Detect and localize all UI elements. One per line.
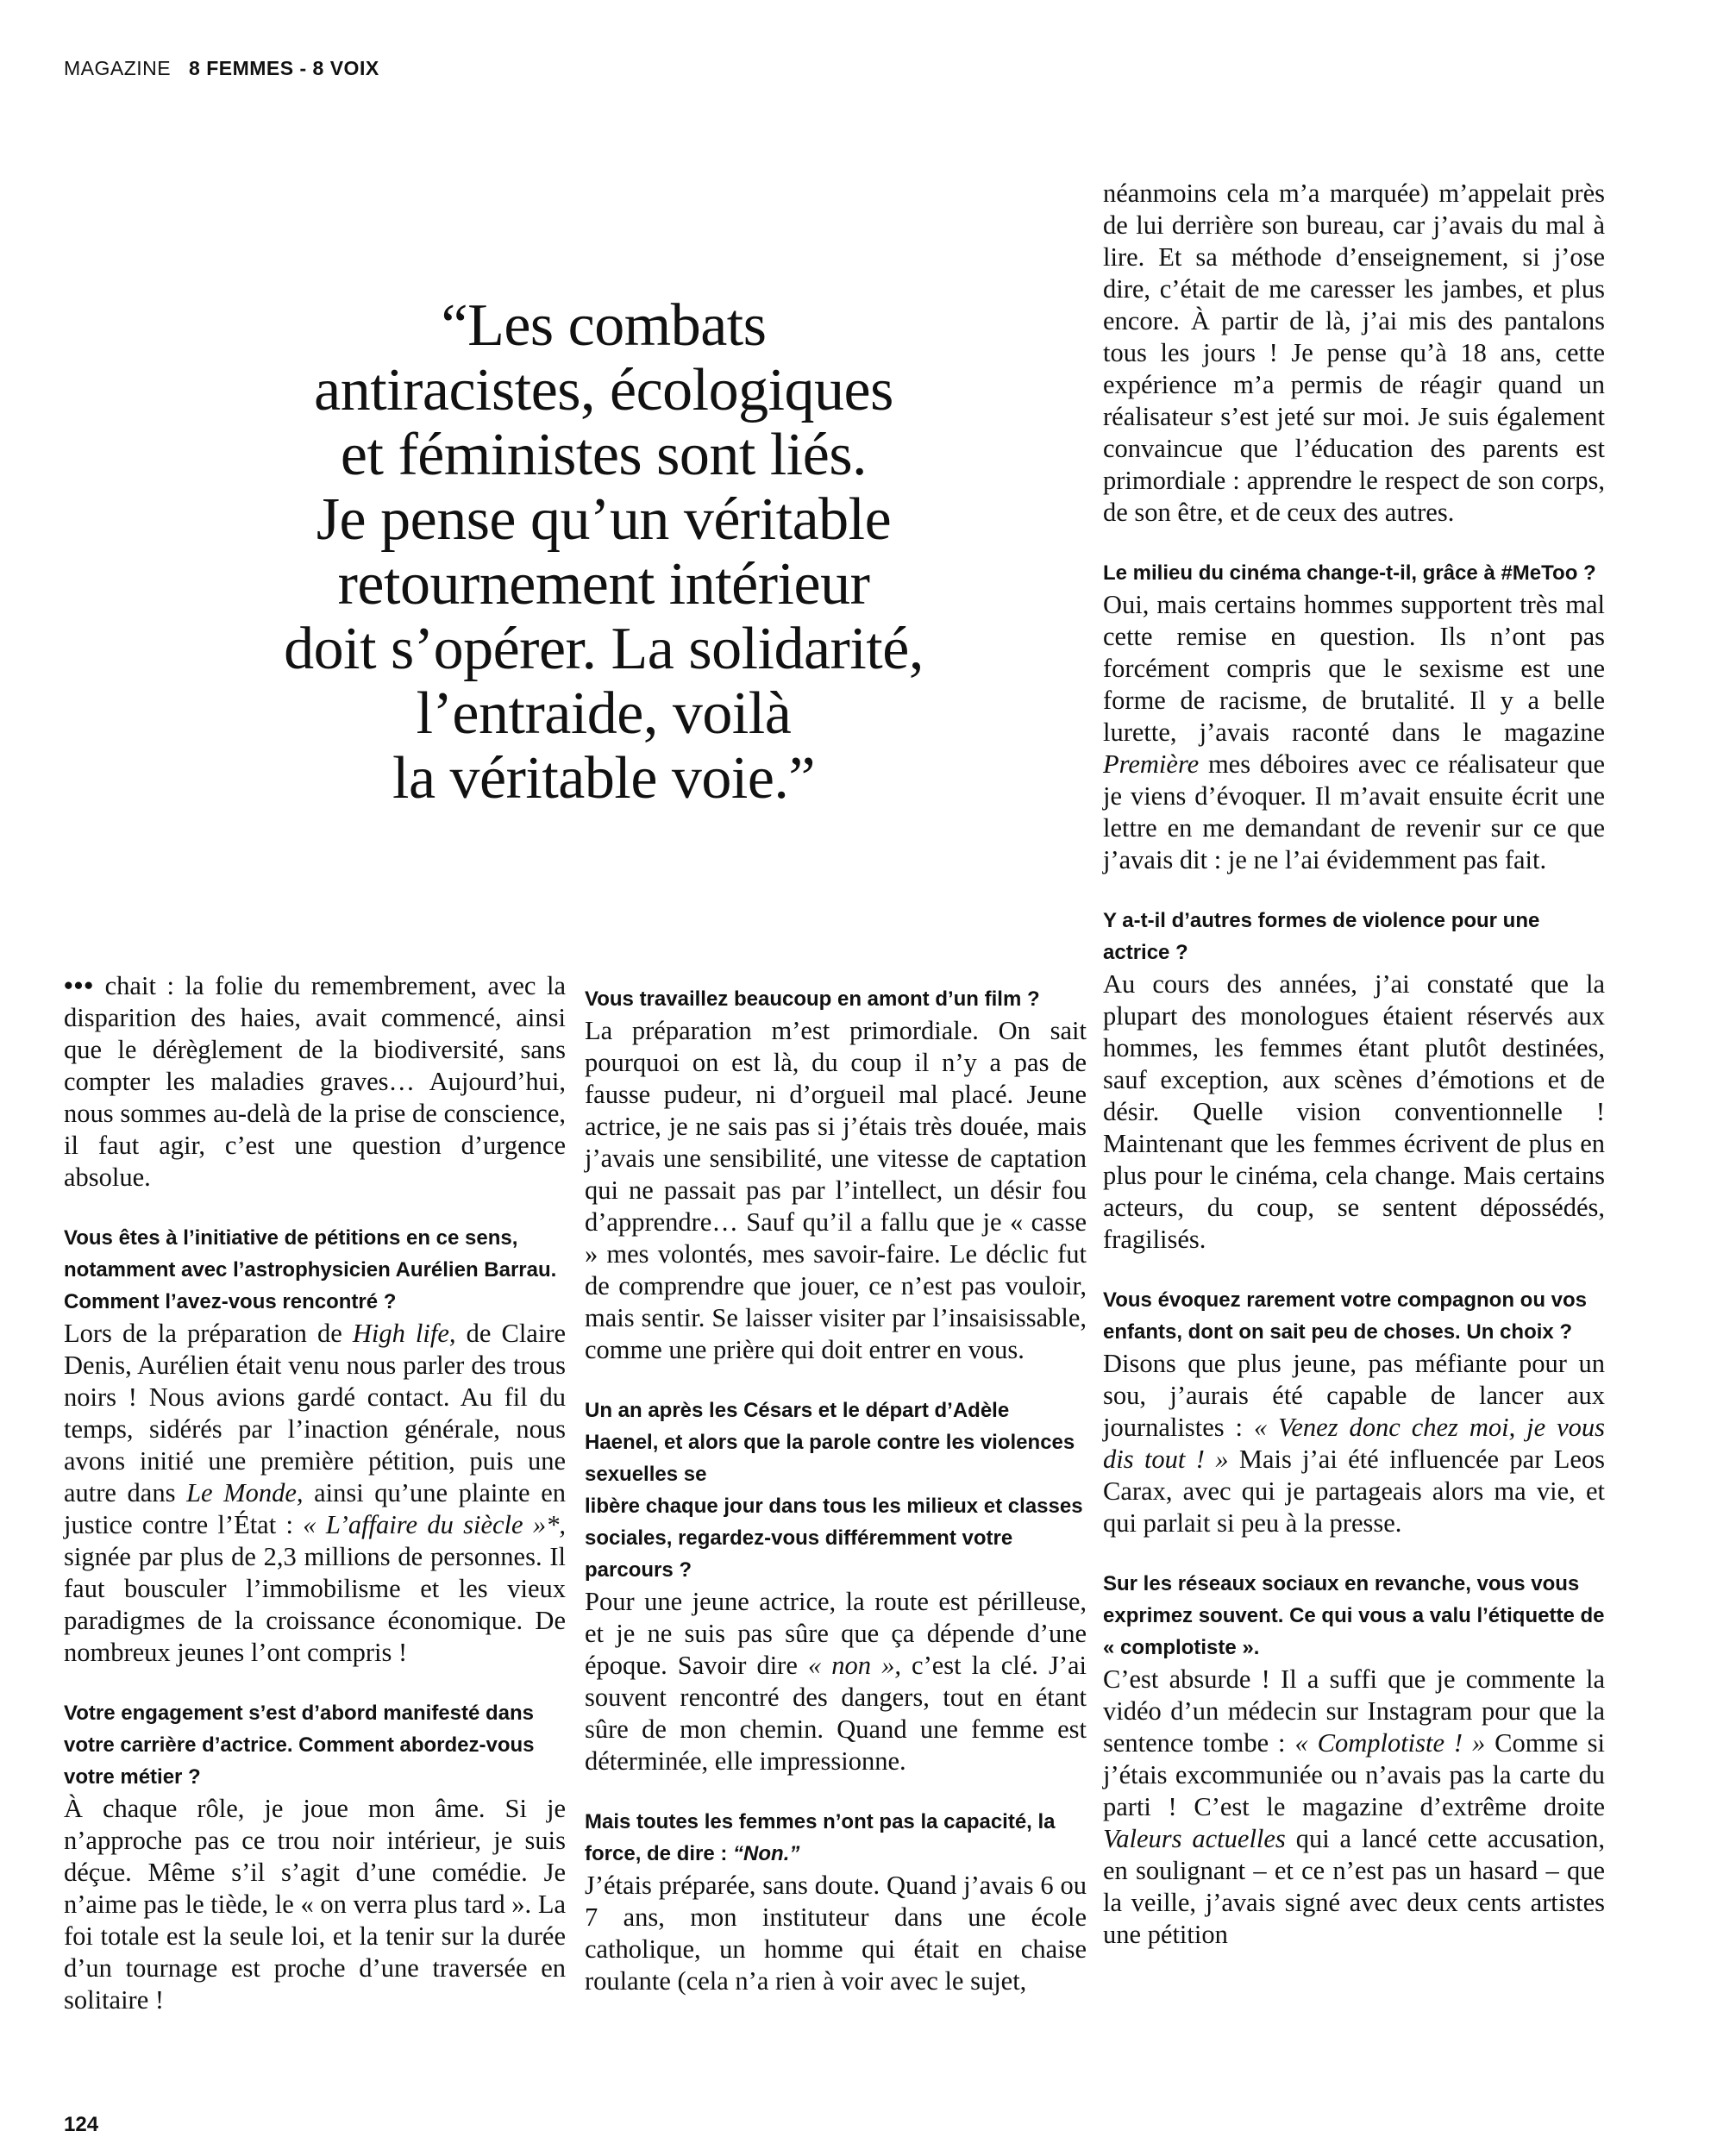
pull-quote-line: “Les combats [441,292,767,359]
answer-paragraph: Oui, mais certains hommes supportent très mal cette remise en question. Ils n’ont pas forcément compris que le sexisme est une forme de racisme, de brutalité. Il y a belle lurette, j’avais raconté dans le magazine Première mes déboires avec ce réalisateur que je viens d’évoquer. Il m’avait ensuite écrit une lettre en me demandant de revenir sur ce que j’avais dit : je ne l’ai évidemment pas fait. [1103,590,1605,874]
pull-quote-line: l’entraide, voilà [416,680,792,747]
series-label: 8 FEMMES - 8 VOIX [189,57,379,79]
pull-quote-line: la véritable voie.” [392,745,815,812]
interview-question: Un an après les Césars et le départ d’Adèle Haenel, et alors que la parole contre les violences sexuelles se libère chaque jour dans tous les milieux et classes sociales, regardez-vous différemment votre parcours ? [585,1399,1083,1582]
pull-quote-line: et féministes sont liés. [340,422,868,488]
answer-paragraph: néanmoins cela m’a marquée) m’appelait près de lui derrière son bureau, car j’avais du mal à lire. Et sa méthode d’enseignement, si j’ose dire, c’était de me caresser les jambes, et plus encore. À partir de là, j’ai mis des pantalons tous les jours ! Je pense qu’à 18 ans, cette expérience m’a permis de réagir quand un réalisateur s’est jeté sur moi. Je suis également convaincue que l’éducation des parents est primordiale : apprendre le respect de son corps, de son être, et de ceux des autres. [1103,179,1605,527]
answer-paragraph: Au cours des années, j’ai constaté que la plupart des monologues étaient réservés aux hommes, les femmes étant plutôt destinées, sauf exception, aux scènes d’émotions et de désir. Quelle vision conventionnelle ! Maintenant que les femmes écrivent de plus en plus pour le cinéma, cela change. Mais certains acteurs, du coup, se sentent dépossédés, fragilisés. [1103,969,1605,1254]
answer-paragraph: C’est absurde ! Il a suffi que je commente la vidéo d’un médecin sur Instagram pour que la sentence tombe : « Complotiste ! » Comme si j’étais excommuniée ou n’avais pas la carte du parti ! C’est le magazine d’extrême droite Valeurs actuelles qui a lancé cette accusation, en soulignant – et ce n’est pas un hasard – que la veille, j’avais signé avec deux cents artistes une pétition [1103,1664,1605,1949]
answer-paragraph: Disons que plus jeune, pas méfiante pour un sou, j’aurais été capable de lancer aux journalistes : « Venez donc chez moi, je vous dis tout ! » Mais j’ai été influencée par Leos Carax, avec qui je partageais alors ma vie, et qui parlait si peu à la presse. [1103,1349,1605,1538]
pull-quote-line: Je pense qu’un véritable [316,486,892,553]
interview-question: Vous êtes à l’initiative de pétitions en ce sens, notamment avec l’astrophysicien Aurélien Barrau. Comment l’avez-vous rencontré ? [64,1226,557,1313]
interview-question: Votre engagement s’est d’abord manifesté dans votre carrière d’actrice. Comment abordez-vous votre métier ? [64,1702,535,1789]
answer-paragraph: Lors de la préparation de High life, de Claire Denis, Aurélien était venu nous parler des trous noirs ! Nous avions gardé contact. Au fil du temps, sidérés par l’inaction générale, nous avons initié une première pétition, puis une autre dans Le Monde, ainsi qu’une plainte en justice contre l’État : « L’affaire du siècle »*, signée par plus de 2,3 millions de personnes. Il faut bousculer l’immobilisme et les vieux paradigmes de la croissance économique. De nombreux jeunes l’ont compris ! [64,1319,567,1667]
running-header [64,57,379,80]
interview-question: Y a-t-il d’autres formes de violence pour une actrice ? [1103,909,1540,964]
page-number: 124 [64,2113,99,2136]
answer-paragraph: J’étais préparée, sans doute. Quand j’avais 6 ou 7 ans, mon instituteur dans une école catholique, un homme qui était en chaise roulante (cela n’a rien à voir avec le sujet, [585,1871,1087,1996]
answer-paragraph: ••• chait : la folie du remembrement, avec la disparition des haies, avait commencé, ainsi que le dérèglement de la biodiversité, sans compter les maladies graves… Aujourd’hui, nous sommes au-delà de la prise de conscience, il faut agir, c’est une question d’urgence absolue. [64,971,566,1192]
column-3 [1103,178,1605,1951]
answer-paragraph: Pour une jeune actrice, la route est périlleuse, et je ne suis pas sûre que ça dépende d’une époque. Savoir dire « non », c’est la clé. J’ai souvent rencontré des dangers, tout en étant sûre de mon chemin. Quand une femme est déterminée, elle impressionne. [585,1587,1087,1776]
pull-quote-line: antiracistes, écologiques [314,357,893,423]
answer-paragraph: À chaque rôle, je joue mon âme. Si je n’approche pas ce trou noir intérieur, je suis déçue. Même s’il s’agit d’une comédie. Je n’aime pas le tiède, le « on verra plus tard ». La foi totale est la seule loi, et la tenir sur la durée d’un tournage est proche d’une traversée en solitaire ! [64,1794,566,2015]
interview-question: Mais toutes les femmes n’ont pas la capacité, la force, de dire : “Non.” [585,1810,1056,1865]
interview-question: Sur les réseaux sociaux en revanche, vous vous exprimez souvent. Ce qui vous a valu l’étiquette de « complotiste ». [1103,1572,1605,1659]
interview-question: Vous travaillez beaucoup en amont d’un film ? [585,987,1040,1011]
pull-quote-line: doit s’opérer. La solidarité, [284,616,924,682]
section-label: MAGAZINE [64,57,172,79]
pull-quote-line: retournement intérieur [337,551,870,617]
column-2 [585,983,1087,1997]
pull-quote [216,293,992,811]
column-1 [64,970,566,2016]
continuation-dots: ••• [64,971,95,1000]
interview-question: Le milieu du cinéma change-t-il, grâce à #MeToo ? [1103,561,1596,585]
answer-paragraph: La préparation m’est primordiale. On sait pourquoi on est là, du coup il n’y a pas de fausse pudeur, ni d’orgueil mal placé. Jeune actrice, je ne sais pas si j’étais très douée, mais j’avais une sensibilité, une vitesse de captation qui ne passait pas par l’intellect, un désir fou d’apprendre… Sauf qu’il a fallu que je « casse » mes volontés, mes savoir-faire. Le déclic fut de comprendre que jouer, ce n’est pas vouloir, mais sentir. Se laisser visiter par l’insaisissable, comme une prière qui doit entrer en vous. [585,1016,1087,1364]
interview-question: Vous évoquez rarement votre compagnon ou vos enfants, dont on sait peu de choses. Un choix ? [1103,1288,1587,1344]
